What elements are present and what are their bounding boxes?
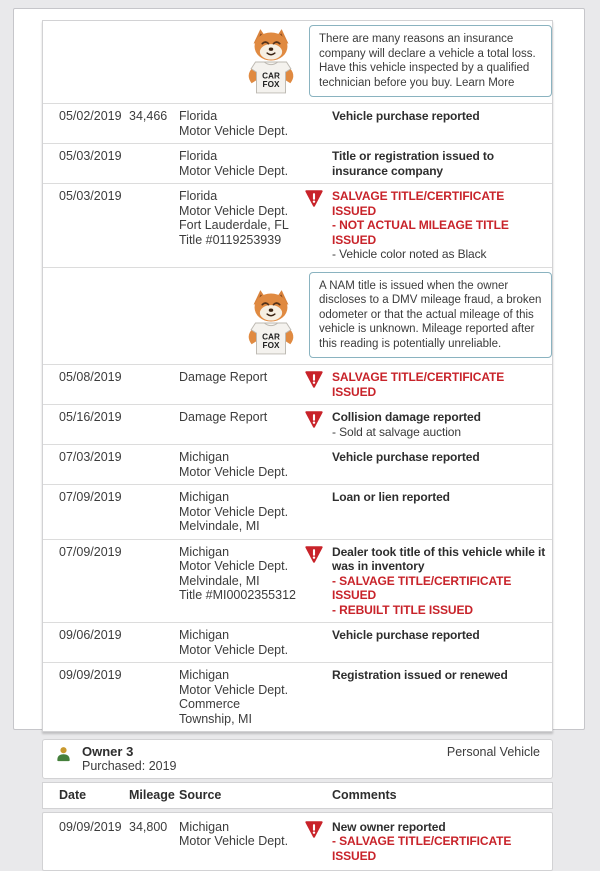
comment-text bbox=[332, 370, 548, 399]
source-line: Michigan bbox=[179, 668, 298, 683]
carfox-tip-box bbox=[309, 25, 552, 97]
comment-text bbox=[332, 668, 548, 683]
source-cell bbox=[179, 628, 304, 657]
source-line: Motor Vehicle Dept. bbox=[179, 683, 298, 698]
alert-icon bbox=[304, 545, 332, 568]
vehicle-type-label: Personal Vehicle bbox=[447, 744, 540, 759]
carfox-mascot-icon bbox=[241, 26, 301, 96]
source-cell bbox=[179, 370, 304, 385]
comment-line: Dealer took title of this vehicle while it was in inventory bbox=[332, 545, 548, 574]
comment-line: - Sold at salvage auction bbox=[332, 425, 548, 440]
source-line: Title #MI0002355312 bbox=[179, 588, 298, 603]
mileage-cell: 34,800 bbox=[129, 820, 179, 835]
date-cell: 07/03/2019 bbox=[59, 450, 129, 465]
source-line: Commerce Township, MI bbox=[179, 697, 298, 726]
source-line: Motor Vehicle Dept. bbox=[179, 204, 298, 219]
source-line: Title #0119253939 bbox=[179, 233, 298, 248]
source-cell bbox=[179, 545, 304, 603]
column-header-source: Source bbox=[179, 788, 304, 803]
alert-icon-spacer bbox=[304, 109, 332, 110]
comment-text bbox=[332, 545, 548, 618]
source-line: Motor Vehicle Dept. bbox=[179, 834, 298, 849]
history-row bbox=[43, 623, 552, 663]
source-cell bbox=[179, 109, 304, 138]
date-cell: 05/03/2019 bbox=[59, 189, 129, 204]
carfox-tip-row bbox=[43, 21, 552, 104]
comments-cell bbox=[304, 109, 548, 124]
source-line: Michigan bbox=[179, 490, 298, 505]
owner3-history-table bbox=[42, 812, 553, 871]
alert-icon bbox=[304, 410, 332, 433]
owner-person-icon bbox=[56, 746, 71, 767]
source-cell bbox=[179, 668, 304, 726]
source-line: Motor Vehicle Dept. bbox=[179, 164, 298, 179]
learn-more-link[interactable]: Learn More bbox=[456, 77, 515, 89]
date-cell: 09/09/2019 bbox=[59, 820, 129, 835]
comments-cell bbox=[304, 628, 548, 643]
comment-line: Title or registration issued to insurance company bbox=[332, 149, 548, 178]
report-content bbox=[42, 20, 553, 871]
alert-icon bbox=[304, 370, 332, 393]
comment-text bbox=[332, 410, 548, 439]
source-cell bbox=[179, 490, 304, 534]
source-line: Florida bbox=[179, 149, 298, 164]
source-line: Florida bbox=[179, 109, 298, 124]
comment-text bbox=[332, 189, 548, 262]
comments-cell bbox=[304, 410, 548, 439]
source-cell bbox=[179, 820, 304, 849]
carfox-tip-text: A NAM title is issued when the owner discloses to a DMV mileage fraud, a broken odometer or that the actual mileage of this vehicle is unknown. Mileage reported after this reading is potentially unreliable. bbox=[319, 280, 541, 350]
date-cell: 09/06/2019 bbox=[59, 628, 129, 643]
carfox-mascot bbox=[241, 26, 303, 101]
source-line: Michigan bbox=[179, 450, 298, 465]
owner-section-header bbox=[42, 739, 553, 779]
svg-text:FOX: FOX bbox=[263, 341, 280, 350]
owner2-history-table bbox=[42, 20, 553, 732]
source-cell bbox=[179, 149, 304, 178]
carfox-tip-text: There are many reasons an insurance company will declare a vehicle a total loss. Have this vehicle inspected by a qualified technician before you buy. bbox=[319, 33, 536, 89]
comment-line: - SALVAGE TITLE/CERTIFICATE ISSUED bbox=[332, 834, 548, 863]
date-cell: 07/09/2019 bbox=[59, 545, 129, 560]
comment-line: Vehicle purchase reported bbox=[332, 109, 548, 124]
column-header-mileage: Mileage bbox=[129, 788, 179, 803]
alert-icon-spacer bbox=[304, 490, 332, 491]
comment-line: Collision damage reported bbox=[332, 410, 548, 425]
alert-icon-spacer bbox=[304, 450, 332, 451]
owner-title: Owner 3 bbox=[82, 744, 447, 759]
comment-line: - NOT ACTUAL MILEAGE TITLE ISSUED bbox=[332, 218, 548, 247]
comment-text bbox=[332, 628, 548, 643]
comment-line: Registration issued or renewed bbox=[332, 668, 548, 683]
comment-line: New owner reported bbox=[332, 820, 548, 835]
comment-line: Vehicle purchase reported bbox=[332, 450, 548, 465]
alert-triangle-icon bbox=[304, 190, 324, 207]
header-icon-spacer bbox=[304, 788, 332, 789]
carfox-mascot-icon bbox=[241, 287, 301, 357]
comment-line: Vehicle purchase reported bbox=[332, 628, 548, 643]
comment-line: - SALVAGE TITLE/CERTIFICATE ISSUED bbox=[332, 574, 548, 603]
history-row bbox=[43, 365, 552, 405]
comments-cell bbox=[304, 450, 548, 465]
comment-text bbox=[332, 149, 548, 178]
date-cell: 07/09/2019 bbox=[59, 490, 129, 505]
comment-line: - Vehicle color noted as Black bbox=[332, 247, 548, 262]
date-cell: 05/16/2019 bbox=[59, 410, 129, 425]
history-row bbox=[42, 812, 553, 871]
column-header-date: Date bbox=[59, 788, 129, 803]
vehicle-history-report-card bbox=[13, 8, 585, 730]
comment-text bbox=[332, 109, 548, 124]
date-cell: 05/03/2019 bbox=[59, 149, 129, 164]
comments-cell bbox=[304, 370, 548, 399]
svg-text:FOX: FOX bbox=[263, 80, 280, 89]
history-row bbox=[43, 445, 552, 485]
comment-line: - REBUILT TITLE ISSUED bbox=[332, 603, 548, 618]
carfox-tip-box bbox=[309, 272, 552, 359]
alert-triangle-icon bbox=[304, 371, 324, 388]
column-header-comments: Comments bbox=[332, 788, 397, 802]
source-cell bbox=[179, 410, 304, 425]
source-line: Fort Lauderdale, FL bbox=[179, 218, 298, 233]
source-cell bbox=[179, 189, 304, 247]
comments-cell bbox=[304, 668, 548, 683]
source-line: Melvindale, MI bbox=[179, 519, 298, 534]
source-line: Damage Report bbox=[179, 410, 298, 425]
date-cell: 05/02/2019 bbox=[59, 109, 129, 124]
source-line: Florida bbox=[179, 189, 298, 204]
source-line: Motor Vehicle Dept. bbox=[179, 124, 298, 139]
alert-icon bbox=[304, 189, 332, 212]
date-cell: 05/08/2019 bbox=[59, 370, 129, 385]
carfox-mascot bbox=[241, 287, 303, 362]
history-row bbox=[43, 144, 552, 184]
svg-text:CAR: CAR bbox=[262, 71, 280, 80]
comments-cell bbox=[304, 149, 548, 178]
mileage-cell: 34,466 bbox=[129, 109, 179, 124]
history-row bbox=[43, 663, 552, 731]
alert-triangle-icon bbox=[304, 821, 324, 838]
comments-cell bbox=[304, 545, 548, 618]
date-cell: 09/09/2019 bbox=[59, 668, 129, 683]
comment-text bbox=[332, 450, 548, 465]
alert-triangle-icon bbox=[304, 411, 324, 428]
source-line: Michigan bbox=[179, 545, 298, 560]
source-line: Motor Vehicle Dept. bbox=[179, 505, 298, 520]
alert-icon-spacer bbox=[304, 628, 332, 629]
history-row bbox=[43, 540, 552, 624]
comment-text bbox=[332, 490, 548, 505]
source-cell bbox=[179, 450, 304, 479]
table-column-headers bbox=[42, 782, 553, 809]
comments-cell bbox=[304, 189, 548, 262]
owner-info bbox=[82, 744, 447, 774]
carfox-tip-row bbox=[43, 268, 552, 366]
svg-text:CAR: CAR bbox=[262, 332, 280, 341]
source-line: Michigan bbox=[179, 820, 298, 835]
source-line: Motor Vehicle Dept. bbox=[179, 643, 298, 658]
source-line: Damage Report bbox=[179, 370, 298, 385]
alert-icon-spacer bbox=[304, 668, 332, 669]
source-line: Melvindale, MI bbox=[179, 574, 298, 589]
comments-cell bbox=[304, 490, 548, 505]
comment-line: SALVAGE TITLE/CERTIFICATE ISSUED bbox=[332, 370, 548, 399]
owner-purchased: Purchased: 2019 bbox=[82, 759, 447, 774]
history-row bbox=[43, 184, 552, 268]
alert-icon bbox=[304, 820, 332, 843]
source-line: Motor Vehicle Dept. bbox=[179, 465, 298, 480]
alert-triangle-icon bbox=[304, 546, 324, 563]
comments-cell bbox=[304, 820, 548, 864]
history-row bbox=[43, 485, 552, 540]
alert-icon-spacer bbox=[304, 149, 332, 150]
source-line: Michigan bbox=[179, 628, 298, 643]
history-row bbox=[43, 104, 552, 144]
comment-line: Loan or lien reported bbox=[332, 490, 548, 505]
source-line: Motor Vehicle Dept. bbox=[179, 559, 298, 574]
history-row bbox=[43, 405, 552, 445]
comment-line: SALVAGE TITLE/CERTIFICATE ISSUED bbox=[332, 189, 548, 218]
comment-text bbox=[332, 820, 548, 864]
